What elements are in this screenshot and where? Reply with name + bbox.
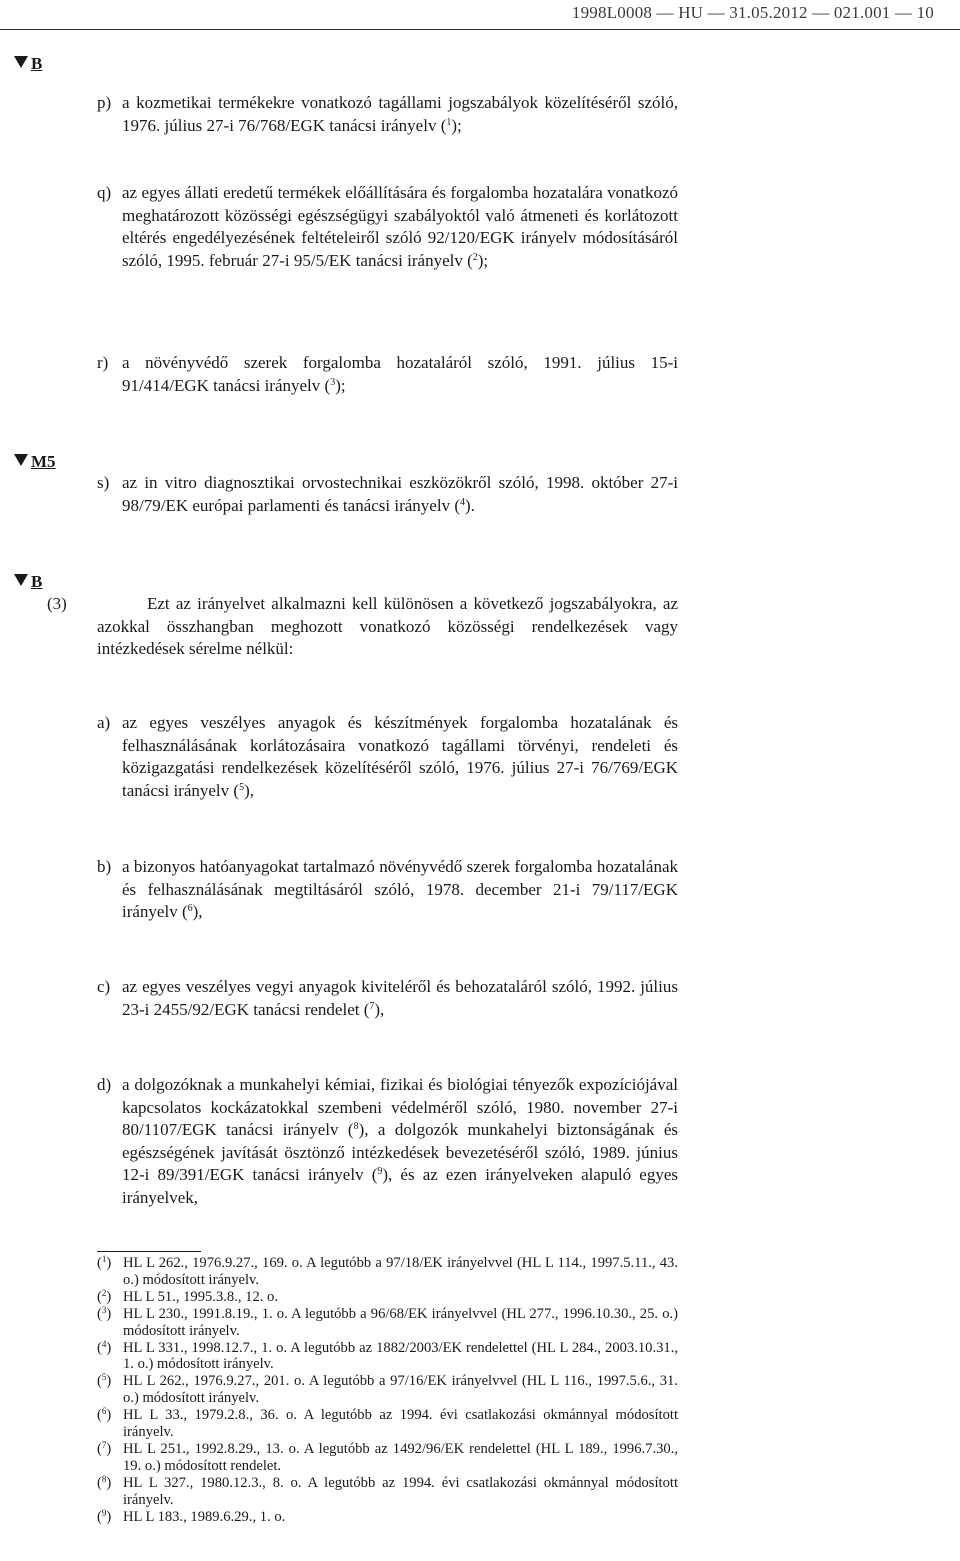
amendment-marker-b — [14, 54, 42, 74]
paragraph-3: (3) Ezt az irányelvet alkalmazni kell különösen a következő jogszabályokra, az azokkal összhangban meghozott vonatkozó közösségi rendelkezések vagy intézkedések sérelme nélkül: — [47, 594, 678, 658]
footnote-ref[interactable]: 4 — [460, 496, 465, 508]
footnote-ref[interactable]: 6 — [187, 903, 193, 914]
marker-code: M5 — [31, 452, 56, 471]
footnote-item: ($^6$) HL L 33., 1979.2.8., 36. o. A legutóbb az 1994. évi csatlakozási okmánnyal módosított irányelv. — [97, 1406, 678, 1441]
footnote-item: ($^8$) HL L 327., 1980.12.3., 8. o. A legutóbb az 1994. évi csatlakozási okmánnyal módosított irányelv. — [97, 1473, 678, 1508]
triangle-down-icon — [14, 454, 28, 466]
header-rule — [0, 29, 960, 30]
footnotes-list — [97, 1255, 678, 1526]
list-item-q: q) az egyes állati eredetű termékek előállítására és forgalomba hozatalára vonatkozó meghatározott közösségi egészségügyi szabályoktól való átmeneti és korlátozott eltérés engedélyezésének feltételeiről szóló 92/120/EGK irányelv módosításáról szóló, 1995. február 27-i 95/5/EK tanácsi irányelv ($^2$); — [97, 183, 678, 270]
footnote-item: ($^7$) HL L 251., 1992.8.29., 13. o. A legutóbb az 1492/96/EK rendelettel (HL L 189., 1996.7.30., 19. o.) módosított rendelet. — [97, 1439, 678, 1474]
footnote-item: ($^9$) HL L 183., 1989.6.29., 1. o. — [97, 1507, 286, 1525]
amendment-marker-m5 — [14, 452, 56, 472]
list-item-s: s) az in vitro diagnosztikai orvostechnikai eszközökről szóló, 1998. október 27-i 98/79/EK európai parlamenti és tanácsi irányelv ($^4$). — [97, 473, 678, 515]
footnote-item: ($^3$) HL L 230., 1991.8.19., 1. o. A legutóbb a 96/68/EK irányelvvel (HL 277., 1996.10.30., 25. o.) módosított irányelv. — [97, 1304, 678, 1339]
footnote-ref[interactable]: 7 — [369, 1000, 375, 1012]
footnote-ref[interactable]: 2 — [472, 251, 478, 263]
footnote-item: ($^1$) HL L 262., 1976.9.27., 169. o. A legutóbb a 97/18/EK irányelvvel (HL L 114., 1997.5.11., 43. o.) módosított irányelv. — [97, 1254, 678, 1288]
triangle-down-icon — [14, 574, 28, 586]
marker-code: B — [31, 54, 43, 73]
footnote-ref[interactable]: 5 — [239, 781, 245, 793]
marker-code: B — [31, 572, 43, 591]
footnote-ref[interactable]: 1 — [446, 116, 452, 128]
list-item-d: d) a dolgozóknak a munkahelyi kémiai, fizikai és biológiai tényezők expozíciójával kapcsolatos kockázatokkal szembeni védelméről szóló, 1980. november 27-i 80/1107/EGK tanácsi irányelv ($^8$), a dolgozók munkahelyi biztonságának és egészségének javítását ösztönző intézkedések bevezetéséről szóló, 1989. június 12-i 89/391/EGK tanácsi irányelv ($^9$), és az ezen irányelveken alapuló egyes irányelvek, — [97, 1075, 679, 1207]
list-item-b: b) a bizonyos hatóanyagokat tartalmazó növényvédő szerek forgalomba hozatalának és felhasználásának megtiltásáról szóló, 1978. december 21-i 79/117/EGK irányelv ($^6$), — [97, 857, 678, 921]
footnote-ref[interactable]: 8 — [353, 1121, 359, 1132]
footnote-item: ($^2$) HL L 51., 1995.3.8., 12. o. — [97, 1287, 278, 1305]
footnote-rule — [97, 1251, 201, 1252]
footnote-item: ($^5$) HL L 262., 1976.9.27., 201. o. A legutóbb a 97/16/EK irányelvvel (HL L 116., 1997.5.6., 31. o.) módosított irányelv. — [97, 1372, 678, 1407]
list-item-c: c) az egyes veszélyes vegyi anyagok kiviteléről és behozataláról szóló, 1992. július 23-i 2455/92/EGK tanácsi rendelet ($^7$), — [97, 977, 678, 1019]
triangle-down-icon — [14, 56, 28, 68]
amendment-marker-b — [14, 572, 42, 592]
footnote-ref[interactable]: 3 — [330, 376, 336, 388]
list-item-r: r) a növényvédő szerek forgalomba hozataláról szóló, 1991. július 15-i 91/414/EGK tanácsi irányelv ($^3$); — [97, 353, 678, 395]
document-header: 1998L0008 — HU — 31.05.2012 — 021.001 — 10 — [571, 3, 934, 22]
list-item-p: p) a kozmetikai termékekre vonatkozó tagállami jogszabályok közelítéséről szóló, 1976. július 27-i 76/768/EGK tanácsi irányelv ($^1$); — [97, 93, 678, 135]
footnote-item: ($^4$) HL L 331., 1998.12.7., 1. o. A legutóbb az 1882/2003/EK rendelettel (HL L 284., 2003.10.31., 1. o.) módosított irányelv. — [97, 1338, 678, 1373]
list-item-a: a) az egyes veszélyes anyagok és készítmények forgalomba hozatalának és felhasználásának korlátozásaira vonatkozó tagállami törvényi, rendeleti és közigazgatási rendelkezések közelítéséről szóló, 1976. július 27-i 76/769/EGK tanácsi irányelv ($^5$), — [97, 713, 678, 800]
footnote-ref[interactable]: 9 — [377, 1166, 383, 1177]
